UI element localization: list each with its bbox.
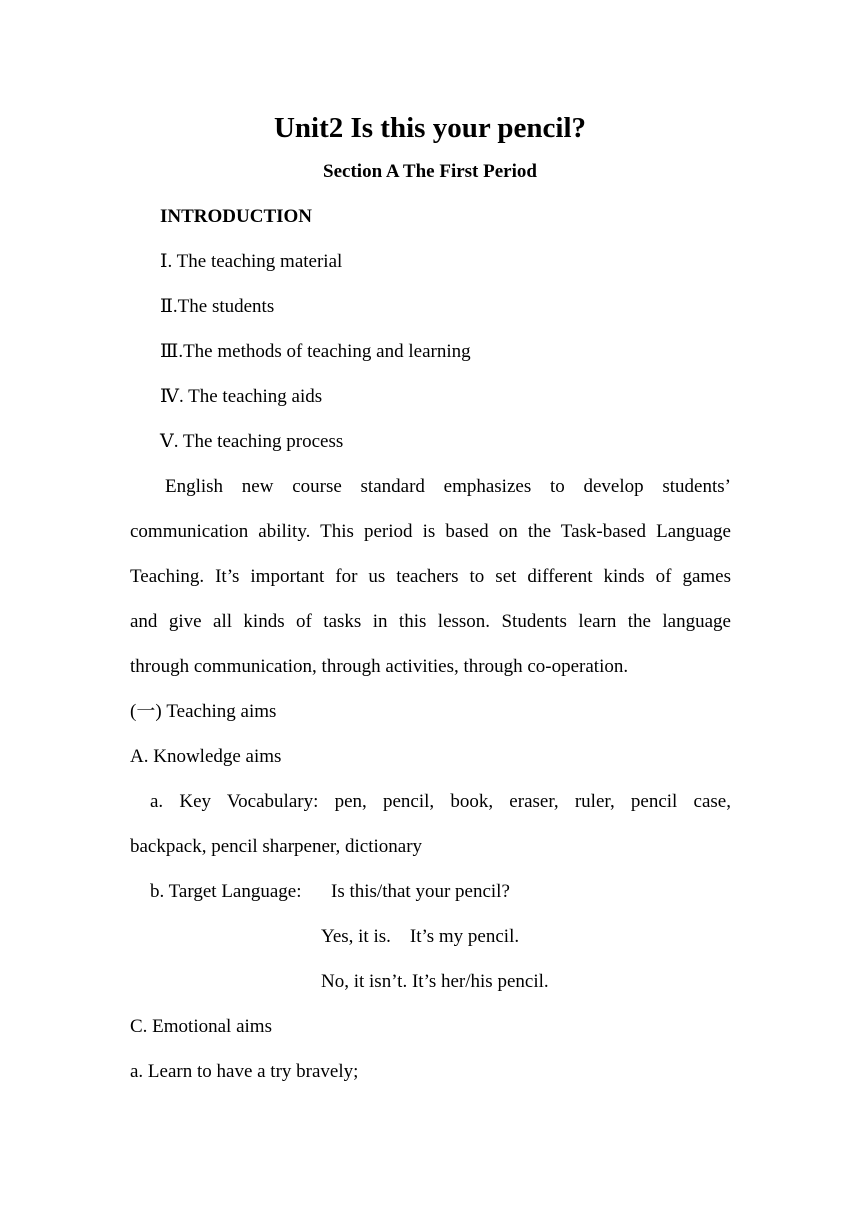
knowledge-aims-heading: A. Knowledge aims [130, 746, 282, 767]
outline-item-5: Ⅴ. The teaching process [160, 431, 344, 452]
paragraph-line-1: English new course standard emphasizes to develop students’ [165, 476, 731, 497]
target-language-line-1: Is this/that your pencil? [331, 881, 510, 902]
emotional-aims-item-1: a. Learn to have a try bravely; [130, 1061, 359, 1082]
paragraph-line-4: and give all kinds of tasks in this lesson. Students learn the language [130, 611, 731, 632]
paragraph-line-5: through communication, through activities, through co-operation. [130, 656, 629, 677]
outline-item-2: Ⅱ.The students [160, 296, 275, 317]
introduction-heading: INTRODUCTION [160, 206, 313, 227]
outline-item-3: Ⅲ.The methods of teaching and learning [160, 341, 471, 362]
outline-item-4: Ⅳ. The teaching aids [160, 386, 323, 407]
teaching-aims-heading: (一) Teaching aims [130, 701, 277, 722]
document-subtitle: Section A The First Period [323, 161, 537, 182]
emotional-aims-heading: C. Emotional aims [130, 1016, 272, 1037]
document-title: Unit2 Is this your pencil? [273, 112, 587, 144]
target-language-label: b. Target Language: [150, 881, 302, 902]
target-language-line-3: No, it isn’t. It’s her/his pencil. [321, 971, 549, 992]
key-vocabulary-line-1: a. Key Vocabulary: pen, pencil, book, eraser, ruler, pencil case, [150, 791, 731, 812]
outline-item-1: Ⅰ. The teaching material [160, 251, 343, 272]
key-vocabulary-line-2: backpack, pencil sharpener, dictionary [130, 836, 423, 857]
target-language-line-2: Yes, it is. It’s my pencil. [321, 926, 520, 947]
paragraph-line-3: Teaching. It’s important for us teachers to set different kinds of games [130, 566, 731, 587]
paragraph-line-2: communication ability. This period is based on the Task-based Language [130, 521, 731, 542]
